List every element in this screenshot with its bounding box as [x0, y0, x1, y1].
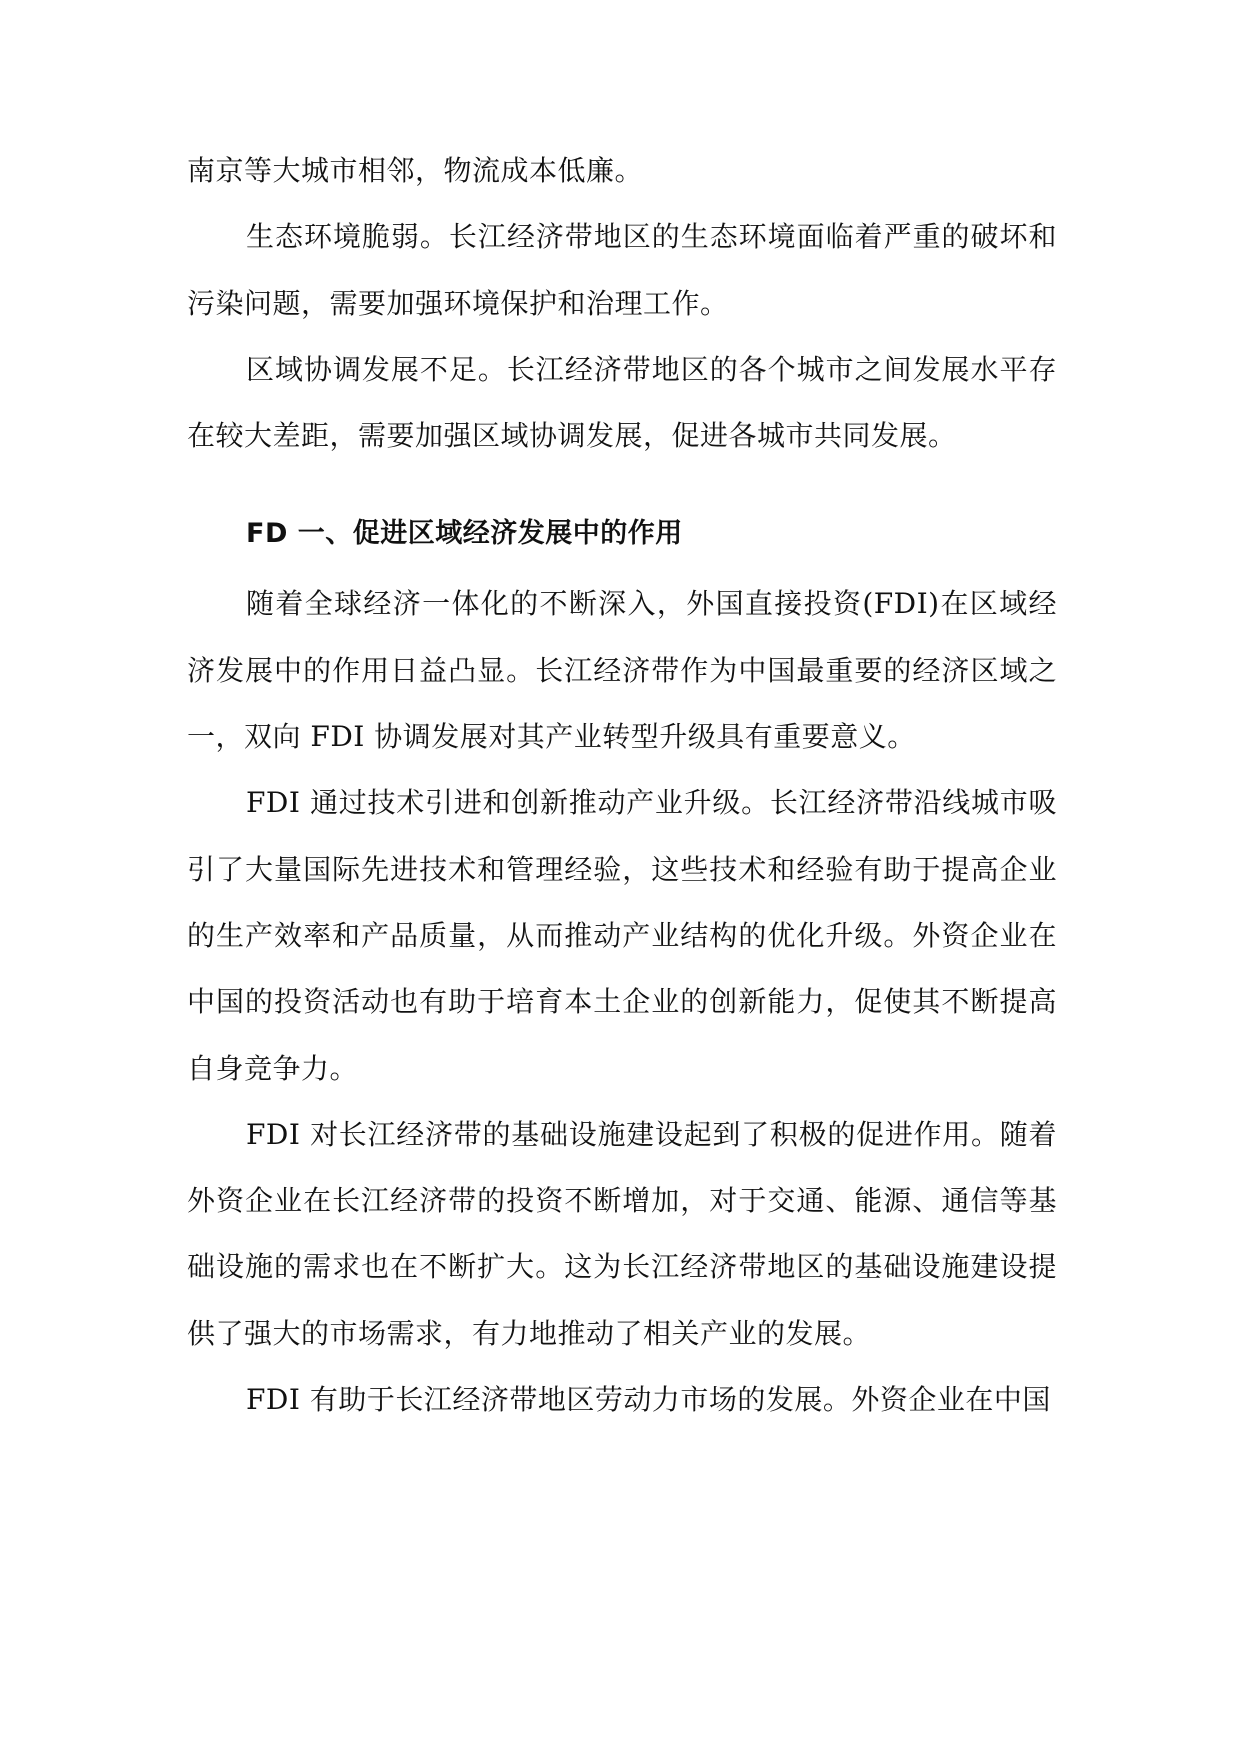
document-body: [187, 138, 1057, 1433]
paragraph-regional-coordination: 区域协调发展不足。长江经济带地区的各个城市之间发展水平存在较大差距，需要加强区域协调发展，促进各城市共同发展。: [187, 352, 1057, 453]
section-heading: FD 一、促进区域经济发展中的作用: [246, 518, 683, 550]
paragraph-fdi-labor: FDI 有助于长江经济带地区劳动力市场的发展。外资企业在中国: [246, 1383, 1051, 1417]
paragraph-fdi-infrastructure: FDI 对长江经济带的基础设施建设起到了积极的促进作用。随着外资企业在长江经济带的投资不断增加，对于交通、能源、通信等基础设施的需求也在不断扩大。这为长江经济带地区的基础设施建设提供了强大的市场需求，有力地推动了相关产业的发展。: [187, 1117, 1057, 1350]
paragraph-continuation: 南京等大城市相邻，物流成本低廉。: [187, 154, 644, 187]
paragraph-ecology: 生态环境脆弱。长江经济带地区的生态环境面临着严重的破坏和污染问题，需要加强环境保护和治理工作。: [187, 220, 1057, 320]
paragraph-fdi-technology: FDI 通过技术引进和创新推动产业升级。长江经济带沿线城市吸引了大量国际先进技术和管理经验，这些技术和经验有助于提高企业的生产效率和产品质量，从而推动产业结构的优化升级。外资企业在中国的投资活动也有助于培育本土企业的创新能力，促使其不断提高自身竞争力。: [187, 786, 1057, 1085]
paragraph-fdi-intro: 随着全球经济一体化的不断深入，外国直接投资(FDI)在区域经济发展中的作用日益凸显。长江经济带作为中国最重要的经济区域之一，双向 FDI 协调发展对其产业转型升级具有重要意义。: [187, 587, 1057, 754]
